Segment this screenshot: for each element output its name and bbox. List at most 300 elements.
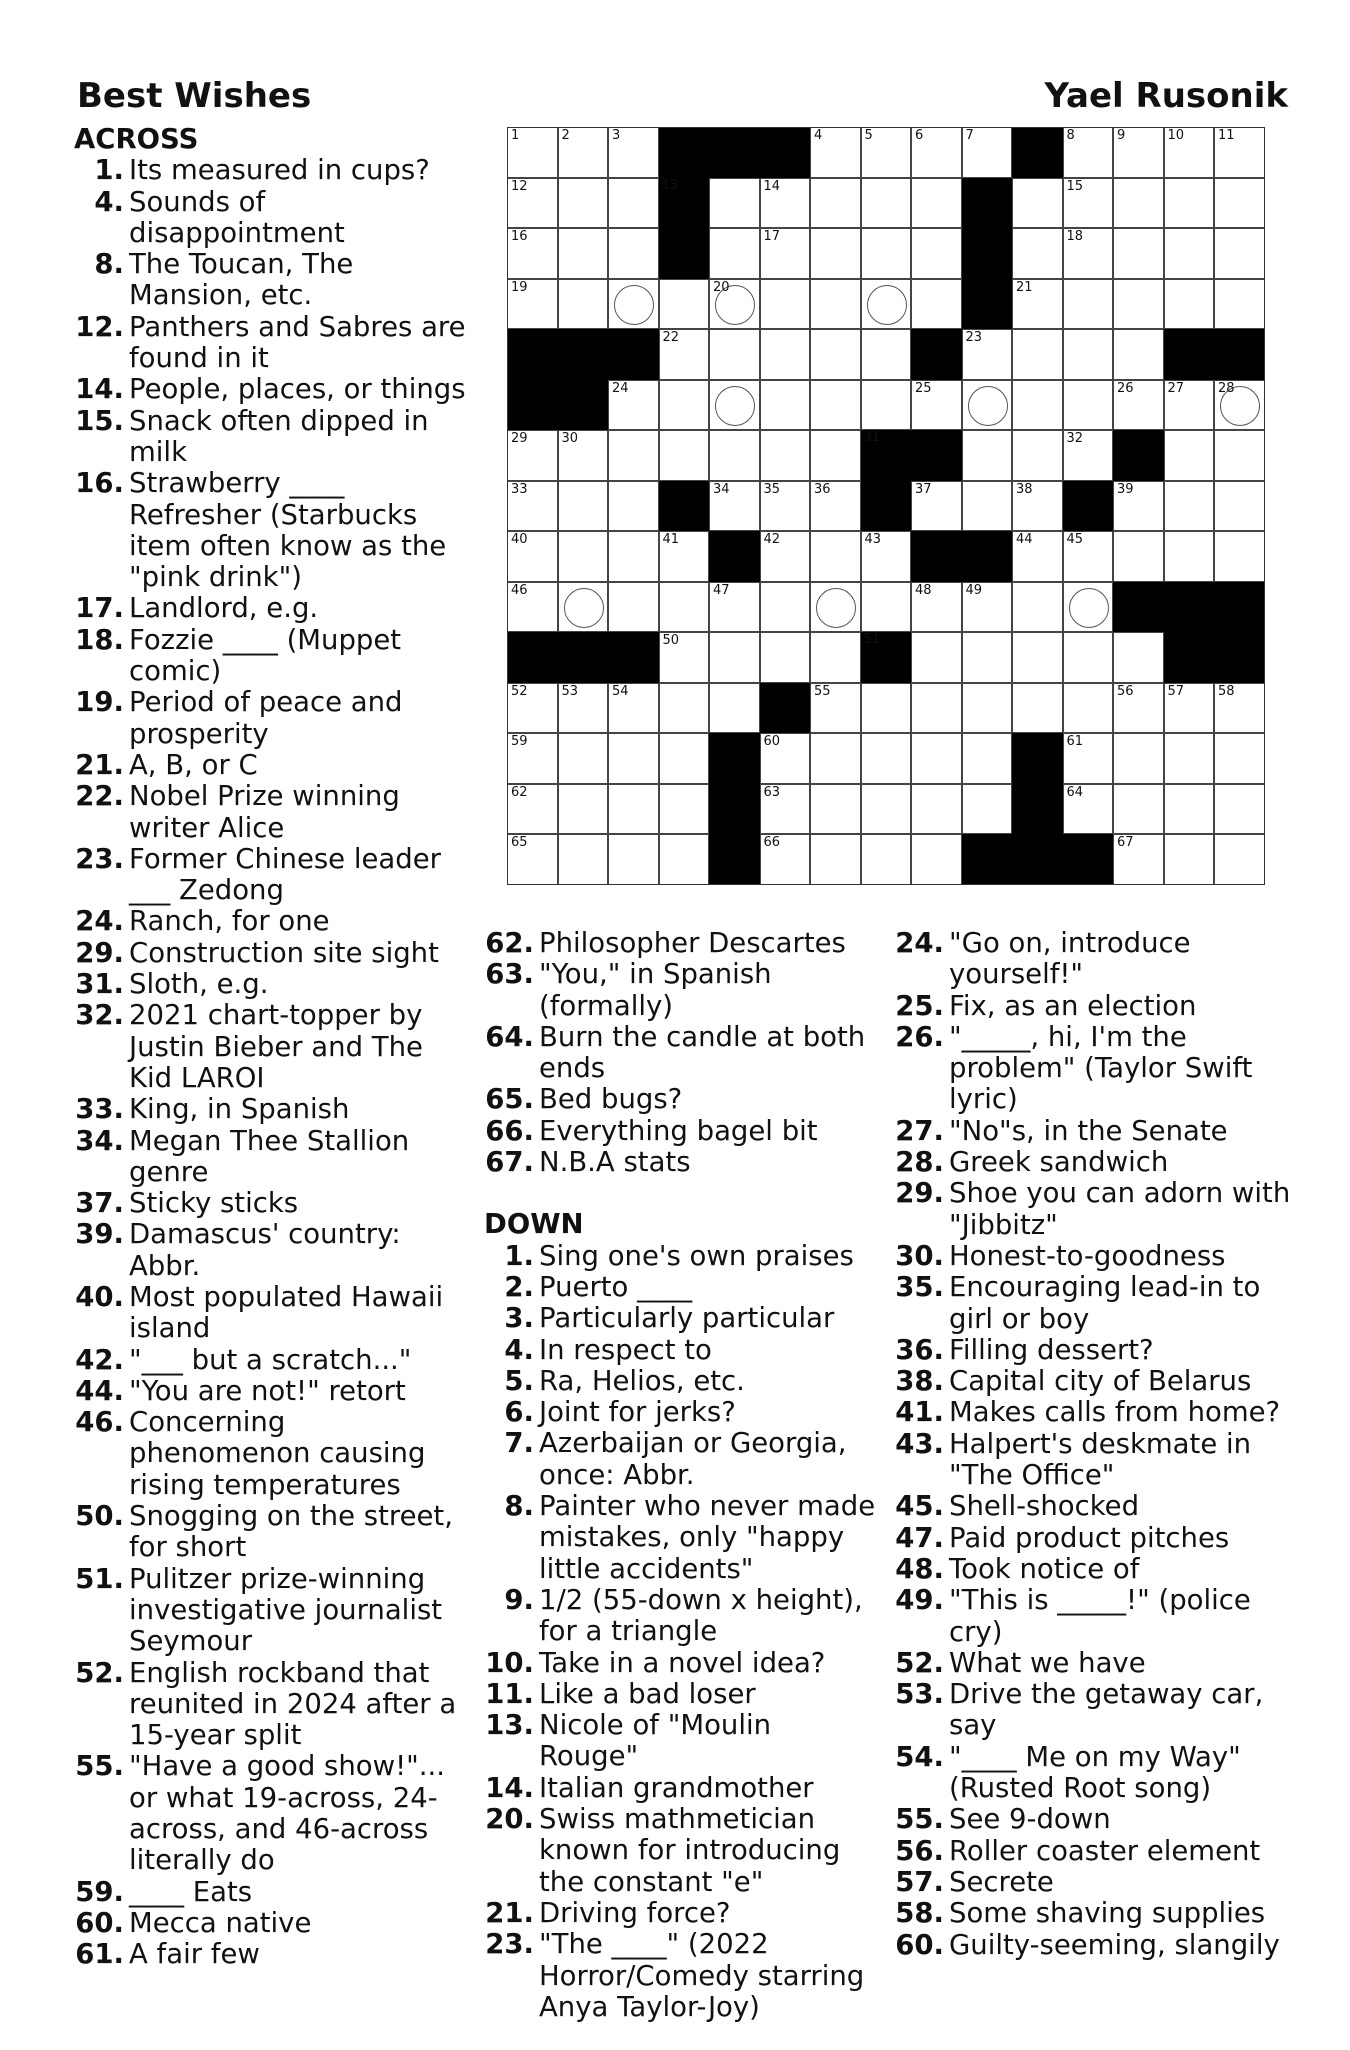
clue-item: [74, 468, 466, 593]
clue-number: 17.: [75, 592, 124, 625]
grid-cell[interactable]: [810, 380, 861, 431]
grid-cell[interactable]: [1012, 228, 1063, 279]
clue-text: Honest-to-goodness: [949, 1239, 1226, 1272]
cell-number: 31: [863, 430, 881, 445]
grid-cell[interactable]: [1214, 481, 1265, 532]
clue-text: Puerto ____: [539, 1270, 693, 1303]
black-square: [861, 430, 912, 481]
grid-cell[interactable]: [1012, 683, 1063, 734]
clue-text: English rockband that reunited in 2024 after a 15-year split: [129, 1656, 457, 1752]
grid-cell[interactable]: [1164, 430, 1215, 481]
cell-number: 51: [863, 632, 881, 647]
black-square: [962, 834, 1013, 885]
grid-cell[interactable]: [911, 733, 962, 784]
grid-cell[interactable]: [1113, 329, 1164, 380]
clue-item: [484, 1147, 876, 1178]
grid-cell[interactable]: [1164, 683, 1215, 734]
cell-number: 32: [1066, 431, 1084, 446]
grid-cell[interactable]: [659, 582, 710, 633]
clue-item: [74, 1345, 466, 1376]
cell-number: 67: [1117, 835, 1134, 850]
grid-cell[interactable]: [962, 632, 1013, 683]
grid-cell[interactable]: [760, 228, 811, 279]
grid-cell[interactable]: [608, 683, 659, 734]
grid-cell[interactable]: [861, 329, 912, 380]
across-clue-list: [74, 155, 466, 1970]
grid-cell[interactable]: [558, 733, 609, 784]
clue-text: Landlord, e.g.: [129, 592, 319, 625]
grid-cell[interactable]: [1214, 178, 1265, 229]
clue-text: Filling dessert?: [949, 1333, 1154, 1366]
grid-cell[interactable]: [1113, 834, 1164, 885]
grid-cell[interactable]: [1113, 228, 1164, 279]
grid-cell[interactable]: [1063, 380, 1114, 431]
grid-cell[interactable]: [507, 683, 558, 734]
down-clues-column-continued: [894, 928, 1294, 1961]
clue-item: [74, 406, 466, 469]
grid-cell[interactable]: [861, 279, 912, 330]
clue-number: 67.: [485, 1146, 534, 1179]
grid-cell[interactable]: [659, 531, 710, 582]
grid-cell[interactable]: [608, 178, 659, 229]
grid-cell[interactable]: [861, 127, 912, 178]
grid-cell[interactable]: [1063, 733, 1114, 784]
black-square: [608, 329, 659, 380]
grid-cell[interactable]: [861, 380, 912, 431]
clue-item: [894, 1804, 1294, 1835]
grid-cell[interactable]: [962, 683, 1013, 734]
grid-cell[interactable]: [962, 127, 1013, 178]
grid-cell[interactable]: [1214, 531, 1265, 582]
grid-cell[interactable]: [709, 582, 760, 633]
grid-cell[interactable]: [1012, 279, 1063, 330]
grid-cell[interactable]: [558, 430, 609, 481]
grid-cell[interactable]: [507, 733, 558, 784]
grid-cell[interactable]: [760, 178, 811, 229]
grid-cell[interactable]: [608, 430, 659, 481]
grid-cell[interactable]: [962, 380, 1013, 431]
grid-cell[interactable]: [507, 582, 558, 633]
clue-number: 44.: [75, 1374, 124, 1407]
grid-cell[interactable]: [810, 127, 861, 178]
grid-cell[interactable]: [1214, 127, 1265, 178]
clue-item: [74, 844, 466, 907]
grid-cell[interactable]: [709, 632, 760, 683]
grid-cell[interactable]: [659, 279, 710, 330]
clue-item: [894, 1397, 1294, 1428]
grid-cell[interactable]: [1164, 127, 1215, 178]
grid-cell[interactable]: [810, 228, 861, 279]
grid-cell[interactable]: [911, 481, 962, 532]
grid-cell[interactable]: [709, 178, 760, 229]
grid-cell[interactable]: [1214, 279, 1265, 330]
clue-item: [484, 1366, 876, 1397]
grid-cell[interactable]: [507, 279, 558, 330]
grid-cell[interactable]: [1063, 784, 1114, 835]
grid-cell[interactable]: [1113, 784, 1164, 835]
grid-cell[interactable]: [962, 582, 1013, 633]
grid-cell[interactable]: [507, 228, 558, 279]
clue-number: 12.: [75, 310, 124, 343]
grid-cell[interactable]: [1164, 228, 1215, 279]
grid-cell[interactable]: [911, 380, 962, 431]
grid-cell[interactable]: [1113, 178, 1164, 229]
grid-cell[interactable]: [810, 481, 861, 532]
grid-cell[interactable]: [1063, 683, 1114, 734]
grid-cell[interactable]: [962, 733, 1013, 784]
grid-cell[interactable]: [558, 279, 609, 330]
clue-number: 23.: [75, 842, 124, 875]
clue-text: "You," in Spanish (formally): [539, 958, 772, 1022]
grid-cell[interactable]: [760, 481, 811, 532]
clue-item: [894, 928, 1294, 991]
grid-cell[interactable]: [1063, 430, 1114, 481]
grid-cell[interactable]: [760, 279, 811, 330]
clue-item: [484, 1022, 876, 1085]
cell-number: 3: [612, 128, 621, 143]
grid-cell[interactable]: [1063, 582, 1114, 633]
grid-cell[interactable]: [608, 127, 659, 178]
grid-cell[interactable]: [1214, 784, 1265, 835]
clue-item: [484, 1491, 876, 1585]
grid-cell[interactable]: [810, 329, 861, 380]
grid-cell[interactable]: [709, 430, 760, 481]
clue-number: 1.: [94, 154, 124, 187]
grid-cell[interactable]: [608, 582, 659, 633]
grid-cell[interactable]: [507, 784, 558, 835]
clue-text: Philosopher Descartes: [539, 927, 846, 959]
cell-number: 65: [511, 835, 528, 850]
grid-cell[interactable]: [760, 733, 811, 784]
grid-cell[interactable]: [659, 834, 710, 885]
clue-number: 36.: [895, 1333, 944, 1366]
clue-text: Mecca native: [129, 1906, 312, 1939]
cell-number: 60: [763, 734, 781, 749]
grid-cell[interactable]: [1214, 733, 1265, 784]
grid-cell[interactable]: [558, 683, 609, 734]
black-square: [558, 632, 609, 683]
clue-item: [74, 155, 466, 186]
grid-cell[interactable]: [1164, 279, 1215, 330]
grid-cell[interactable]: [810, 784, 861, 835]
grid-cell[interactable]: [608, 481, 659, 532]
clue-number: 63.: [485, 958, 534, 991]
clue-text: Joint for jerks?: [539, 1396, 736, 1429]
clue-item: [484, 1648, 876, 1679]
grid-cell[interactable]: [608, 784, 659, 835]
clue-number: 14.: [485, 1771, 534, 1804]
clue-text: "This is _____!" (police cry): [949, 1584, 1251, 1648]
clue-number: 20.: [485, 1803, 534, 1836]
grid-cell[interactable]: [1164, 834, 1215, 885]
grid-cell[interactable]: [507, 531, 558, 582]
grid-cell[interactable]: [911, 582, 962, 633]
grid-cell[interactable]: [1063, 531, 1114, 582]
grid-cell[interactable]: [911, 834, 962, 885]
grid-cell[interactable]: [962, 329, 1013, 380]
grid-cell[interactable]: [760, 531, 811, 582]
clue-item: [74, 593, 466, 624]
clue-number: 49.: [895, 1584, 944, 1617]
grid-cell[interactable]: [659, 430, 710, 481]
clue-item: [484, 1804, 876, 1898]
grid-cell[interactable]: [709, 279, 760, 330]
grid-cell[interactable]: [760, 784, 811, 835]
grid-cell[interactable]: [1214, 683, 1265, 734]
grid-cell[interactable]: [659, 784, 710, 835]
grid-cell[interactable]: [1214, 380, 1265, 431]
black-square: [760, 127, 811, 178]
clue-item: [484, 1335, 876, 1366]
grid-cell[interactable]: [1063, 329, 1114, 380]
grid-cell[interactable]: [911, 127, 962, 178]
grid-cell[interactable]: [760, 582, 811, 633]
grid-cell[interactable]: [1164, 380, 1215, 431]
grid-cell[interactable]: [1012, 481, 1063, 532]
black-square: [659, 127, 710, 178]
grid-cell[interactable]: [810, 582, 861, 633]
grid-cell[interactable]: [507, 178, 558, 229]
clue-number: 2.: [504, 1270, 534, 1303]
grid-cell[interactable]: [810, 430, 861, 481]
black-square: [507, 632, 558, 683]
black-square: [962, 531, 1013, 582]
clue-item: [894, 1554, 1294, 1585]
black-square: [709, 531, 760, 582]
clue-item: [74, 1658, 466, 1752]
grid-cell[interactable]: [911, 279, 962, 330]
grid-cell[interactable]: [1012, 582, 1063, 633]
cell-number: 54: [612, 683, 629, 699]
grid-cell[interactable]: [1012, 329, 1063, 380]
grid-cell[interactable]: [810, 683, 861, 734]
grid-cell[interactable]: [760, 632, 811, 683]
clue-item: [74, 750, 466, 781]
clue-text: Greek sandwich: [949, 1146, 1169, 1179]
grid-cell[interactable]: [709, 329, 760, 380]
grid-cell[interactable]: [709, 380, 760, 431]
cell-number: 58: [1218, 683, 1235, 699]
clue-item: [484, 1929, 876, 2023]
black-square: [1113, 430, 1164, 481]
grid-cell[interactable]: [861, 582, 912, 633]
clue-number: 55.: [75, 1750, 124, 1783]
circle-marker: [867, 285, 907, 325]
grid-cell[interactable]: [810, 279, 861, 330]
clue-text: Construction site sight: [129, 936, 439, 969]
grid-cell[interactable]: [558, 834, 609, 885]
clue-item: [74, 1188, 466, 1219]
grid-cell[interactable]: [659, 380, 710, 431]
grid-cell[interactable]: [810, 733, 861, 784]
grid-cell[interactable]: [558, 228, 609, 279]
grid-cell[interactable]: [507, 430, 558, 481]
clue-item: [74, 906, 466, 937]
grid-cell[interactable]: [608, 834, 659, 885]
grid-cell[interactable]: [1113, 380, 1164, 431]
grid-cell[interactable]: [1012, 380, 1063, 431]
grid-cell[interactable]: [1164, 481, 1215, 532]
clue-text: Encouraging lead-in to girl or boy: [949, 1271, 1261, 1335]
grid-cell[interactable]: [810, 531, 861, 582]
grid-cell[interactable]: [1164, 733, 1215, 784]
clue-number: 7.: [504, 1427, 534, 1460]
grid-cell[interactable]: [1012, 531, 1063, 582]
clue-number: 58.: [895, 1897, 944, 1930]
middle-clues-column: [484, 928, 876, 2023]
cell-number: 30: [561, 431, 579, 446]
grid-cell[interactable]: [911, 178, 962, 229]
grid-cell[interactable]: [810, 632, 861, 683]
grid-cell[interactable]: [659, 632, 710, 683]
clue-number: 25.: [895, 989, 944, 1022]
grid-cell[interactable]: [1113, 733, 1164, 784]
grid-cell[interactable]: [608, 228, 659, 279]
clue-text: "Go on, introduce yourself!": [949, 927, 1191, 991]
across-clues-column: [74, 124, 466, 1971]
black-square: [659, 178, 710, 229]
grid-cell[interactable]: [608, 279, 659, 330]
grid-cell[interactable]: [962, 784, 1013, 835]
grid-cell[interactable]: [861, 784, 912, 835]
clue-text: "You are not!" retort: [129, 1374, 406, 1407]
grid-cell[interactable]: [861, 834, 912, 885]
grid-cell[interactable]: [861, 531, 912, 582]
black-square: [709, 127, 760, 178]
grid-cell[interactable]: [861, 683, 912, 734]
grid-cell[interactable]: [709, 228, 760, 279]
clue-number: 22.: [75, 780, 124, 813]
grid-cell[interactable]: [558, 582, 609, 633]
clue-number: 32.: [75, 999, 124, 1032]
clue-number: 37.: [75, 1187, 124, 1220]
grid-cell[interactable]: [911, 784, 962, 835]
grid-cell[interactable]: [1214, 430, 1265, 481]
grid-cell[interactable]: [911, 683, 962, 734]
grid-cell[interactable]: [558, 531, 609, 582]
grid-cell[interactable]: [861, 733, 912, 784]
clue-number: 4.: [94, 185, 124, 218]
grid-cell[interactable]: [1012, 632, 1063, 683]
grid-cell[interactable]: [608, 733, 659, 784]
clue-item: [74, 1219, 466, 1282]
grid-cell[interactable]: [1164, 784, 1215, 835]
grid-cell[interactable]: [1063, 279, 1114, 330]
grid-cell[interactable]: [1113, 481, 1164, 532]
clue-item: [74, 1000, 466, 1094]
grid-cell[interactable]: [1012, 178, 1063, 229]
clue-text: Azerbaijan or Georgia, once: Abbr.: [539, 1427, 847, 1491]
clue-item: [74, 187, 466, 250]
cell-number: 61: [1066, 734, 1084, 749]
clue-text: Former Chinese leader ___ Zedong: [129, 842, 441, 907]
grid-cell[interactable]: [962, 481, 1013, 532]
grid-cell[interactable]: [558, 127, 609, 178]
grid-cell[interactable]: [1113, 127, 1164, 178]
clue-text: Took notice of: [949, 1552, 1140, 1585]
cell-number: 40: [511, 532, 528, 547]
grid-cell[interactable]: [861, 178, 912, 229]
grid-cell[interactable]: [911, 228, 962, 279]
clue-text: Ranch, for one: [129, 905, 330, 938]
clue-text: ____ Eats: [129, 1875, 253, 1908]
grid-cell[interactable]: [608, 380, 659, 431]
clue-number: 8.: [94, 248, 124, 281]
grid-cell[interactable]: [1164, 178, 1215, 229]
grid-cell[interactable]: [1012, 430, 1063, 481]
cell-number: 59: [511, 734, 528, 749]
clue-item: [894, 1241, 1294, 1272]
clue-item: [894, 1585, 1294, 1648]
grid-cell[interactable]: [507, 481, 558, 532]
black-square: [1012, 127, 1063, 178]
clue-text: Secrete: [949, 1865, 1054, 1898]
clue-number: 26.: [895, 1020, 944, 1053]
across-clue-list-continued: [484, 928, 876, 1178]
grid-cell[interactable]: [760, 834, 811, 885]
clue-item: [484, 1272, 876, 1303]
clue-number: 4.: [504, 1333, 534, 1366]
clue-number: 24.: [75, 905, 124, 938]
grid-cell[interactable]: [1113, 531, 1164, 582]
clue-number: 18.: [75, 623, 124, 656]
black-square: [861, 481, 912, 532]
grid-cell[interactable]: [1113, 632, 1164, 683]
grid-cell[interactable]: [1063, 178, 1114, 229]
grid-cell[interactable]: [810, 178, 861, 229]
clue-item: [894, 1366, 1294, 1397]
grid-cell[interactable]: [659, 329, 710, 380]
grid-cell[interactable]: [558, 481, 609, 532]
grid-cell[interactable]: [1063, 127, 1114, 178]
clue-text: Sing one's own praises: [539, 1239, 854, 1272]
grid-cell[interactable]: [1214, 834, 1265, 885]
grid-cell[interactable]: [507, 127, 558, 178]
grid-cell[interactable]: [1063, 632, 1114, 683]
grid-cell[interactable]: [911, 632, 962, 683]
cell-number: 15: [1066, 178, 1084, 194]
clue-number: 47.: [895, 1521, 944, 1554]
grid-cell[interactable]: [608, 531, 659, 582]
circle-marker: [1069, 588, 1109, 628]
circle-marker: [816, 588, 856, 628]
grid-cell[interactable]: [659, 733, 710, 784]
clue-number: 39.: [75, 1218, 124, 1251]
grid-cell[interactable]: [861, 228, 912, 279]
grid-cell[interactable]: [659, 683, 710, 734]
grid-cell[interactable]: [760, 380, 811, 431]
grid-cell[interactable]: [1164, 531, 1215, 582]
grid-cell[interactable]: [810, 834, 861, 885]
grid-cell[interactable]: [709, 481, 760, 532]
grid-cell[interactable]: [962, 430, 1013, 481]
grid-cell[interactable]: [760, 430, 811, 481]
clue-item: [74, 1908, 466, 1939]
grid-cell[interactable]: [507, 834, 558, 885]
grid-cell[interactable]: [1113, 279, 1164, 330]
grid-cell[interactable]: [558, 784, 609, 835]
black-square: [558, 329, 609, 380]
grid-cell[interactable]: [1063, 228, 1114, 279]
clue-text: "The ____" (2022 Horror/Comedy starring Anya Taylor-Joy): [539, 1928, 865, 2023]
grid-cell[interactable]: [709, 683, 760, 734]
clue-item: [894, 1930, 1294, 1961]
grid-cell[interactable]: [1214, 228, 1265, 279]
black-square: [558, 380, 609, 431]
grid-cell[interactable]: [558, 178, 609, 229]
grid-cell[interactable]: [1113, 683, 1164, 734]
grid-cell[interactable]: [760, 329, 811, 380]
